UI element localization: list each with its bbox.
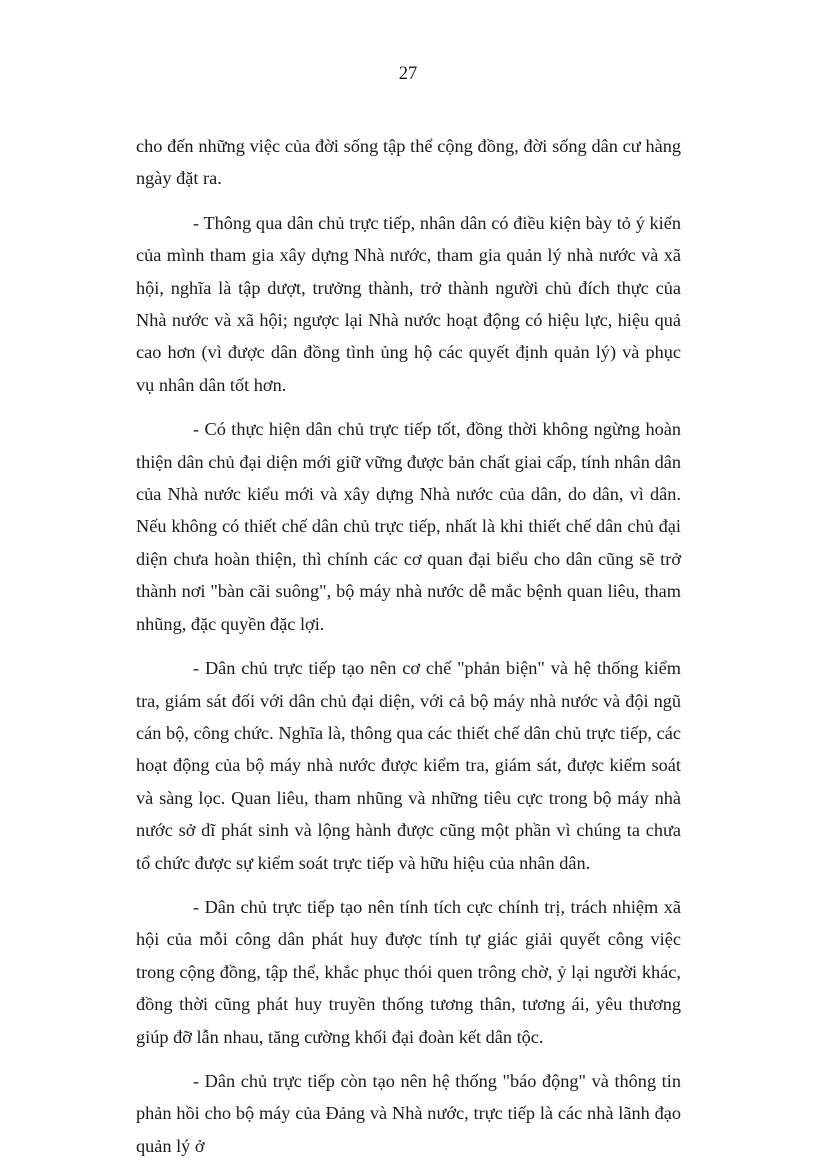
paragraph-civic-responsibility: - Dân chủ trực tiếp tạo nên tính tích cực chính trị, trách nhiệm xã hội của mỗi công dân phát huy được tính tự giác giải quyết công việc trong cộng đồng, tập thể, khắc phục thói quen trông chờ, ỷ lại người khác, đồng thời cũng phát huy truyền thống tương thân, tương ái, yêu thương giúp đỡ lẫn nhau, tăng cường khối đại đoàn kết dân tộc.	[136, 896, 681, 1047]
paragraph-direct-democracy-participation: - Thông qua dân chủ trực tiếp, nhân dân có điều kiện bày tỏ ý kiến của mình tham gia xây dựng Nhà nước, tham gia quản lý nhà nước và xã hội, nghĩa là tập dượt, trưởng thành, trở thành người chủ đích thực của Nhà nước và xã hội; ngược lại Nhà nước hoạt động có hiệu lực, hiệu quả cao hơn (vì được dân đồng tình ủng hộ các quyết định quản lý) và phục vụ nhân dân tốt hơn.	[136, 212, 681, 395]
paragraph-continuation: cho đến những việc của đời sống tập thể cộng đồng, đời sống dân cư hàng ngày đặt ra.	[136, 136, 681, 189]
paragraph-feedback-system: - Dân chủ trực tiếp còn tạo nên hệ thống "báo động" và thông tin phản hồi cho bộ máy của Đảng và Nhà nước, trực tiếp là các nhà lãnh đạo quản lý ở	[136, 1070, 681, 1156]
document-body	[136, 130, 681, 1174]
paragraph-oversight-mechanism: - Dân chủ trực tiếp tạo nên cơ chế "phản biện" và hệ thống kiểm tra, giám sát đối với dân chủ đại diện, với cả bộ máy nhà nước và đội ngũ cán bộ, công chức. Nghĩa là, thông qua các thiết chế dân chủ trực tiếp, các hoạt động của bộ máy nhà nước được kiểm tra, giám sát, được kiểm soát và sàng lọc. Quan liêu, tham nhũng và những tiêu cực trong bộ máy nhà nước sở dĩ phát sinh và lộng hành được cũng một phần vì chúng ta chưa tổ chức được sự kiểm soát trực tiếp và hữu hiệu của nhân dân.	[136, 658, 681, 873]
paragraph-representative-democracy: - Có thực hiện dân chủ trực tiếp tốt, đồng thời không ngừng hoàn thiện dân chủ đại diện mới giữ vững được bản chất giai cấp, tính nhân dân của Nhà nước kiểu mới và xây dựng Nhà nước của dân, do dân, vì dân. Nếu không có thiết chế dân chủ trực tiếp, nhất là khi thiết chế dân chủ đại diện chưa hoàn thiện, thì chính các cơ quan đại biểu cho dân cũng sẽ trở thành nơi "bàn cãi suông", bộ máy nhà nước dễ mắc bệnh quan liêu, tham nhũng, đặc quyền đặc lợi.	[136, 419, 681, 634]
page-number: 27	[398, 64, 418, 84]
